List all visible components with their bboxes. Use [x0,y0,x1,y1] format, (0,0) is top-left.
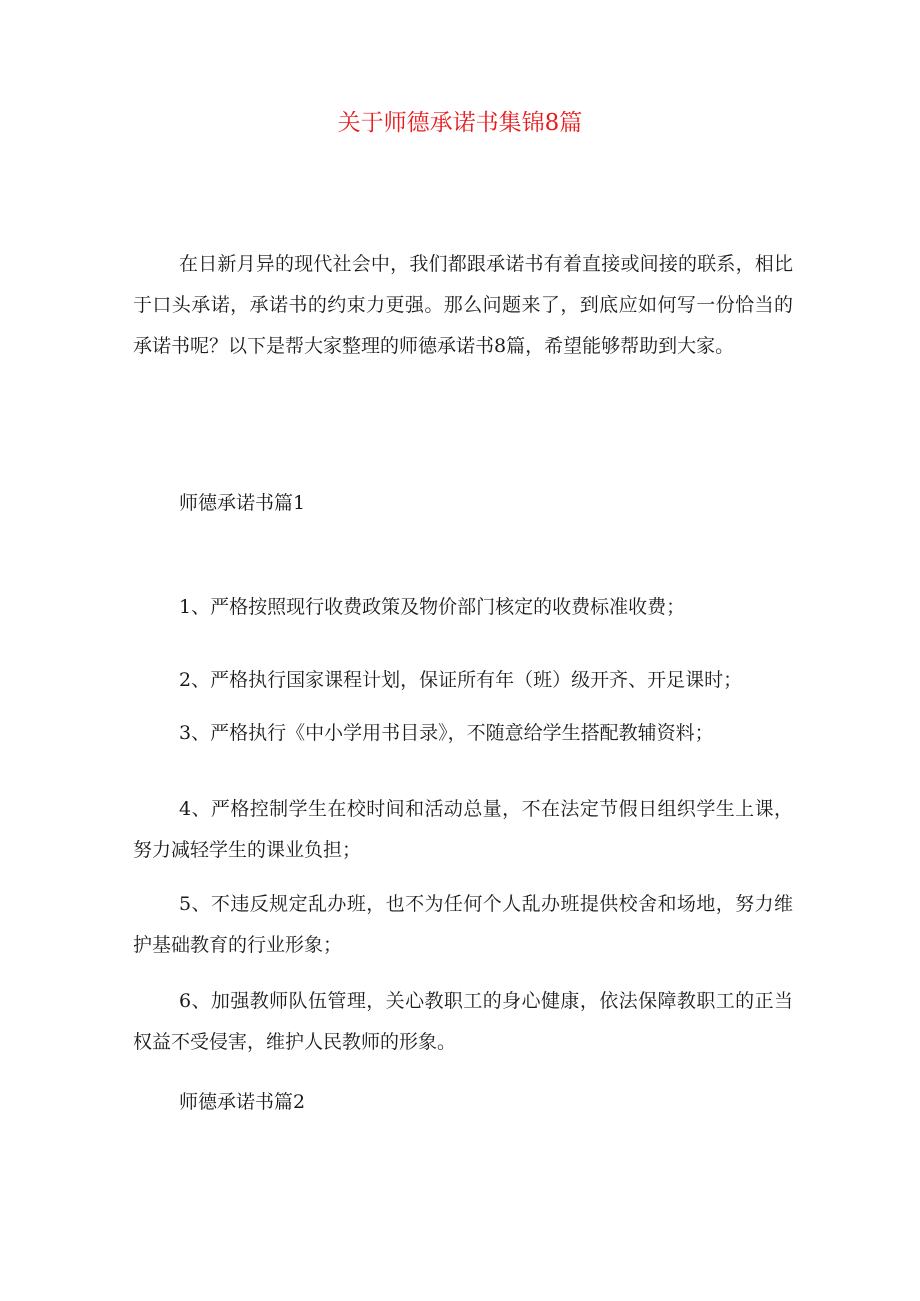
section-heading-1: 师德承诺书篇1 [179,492,306,514]
list-item: 2、严格执行国家课程计划，保证所有年（班）级开齐、开足课时； [179,669,743,691]
list-item: 4、严格控制学生在校时间和活动总量，不在法定节假日组织学生上课，努力减轻学生的课业负担； [133,798,793,861]
list-item: 1、严格按照现行收费政策及物价部门核定的收费标准收费； [179,596,686,618]
list-item: 3、严格执行《中小学用书目录》，不随意给学生搭配教辅资料； [179,722,714,744]
list-item: 6、加强教师队伍管理，关心教职工的身心健康，依法保障教职工的正当权益不受侵害，维护人民教师的形象。 [133,990,793,1053]
list-item: 5、不违反规定乱办班，也不为任何个人乱办班提供校舍和场地，努力维护基础教育的行业形象； [133,893,793,956]
document-title: 关于师德承诺书集锦8篇 [337,110,583,136]
section-heading-2: 师德承诺书篇2 [179,1091,306,1113]
intro-paragraph: 在日新月异的现代社会中，我们都跟承诺书有着直接或间接的联系，相比于口头承诺，承诺书的约束力更强。那么问题来了，到底应如何写一份恰当的承诺书呢？以下是帮大家整理的师德承诺书8篇，希望能够帮助到大家。 [133,253,793,357]
